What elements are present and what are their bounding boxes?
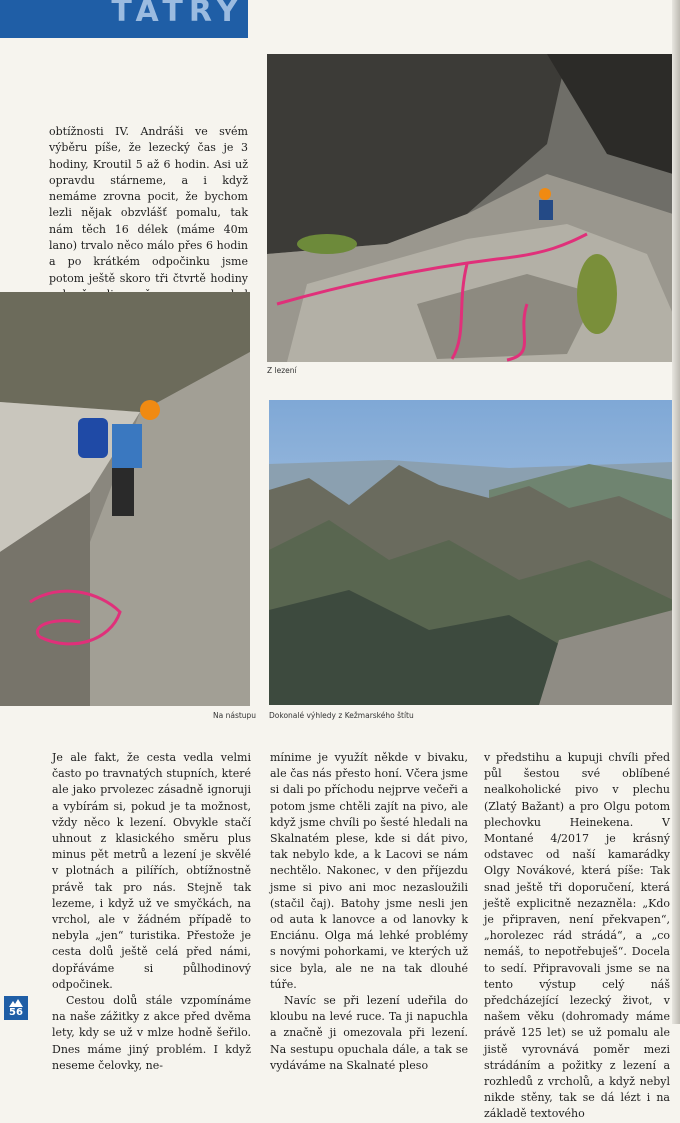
text-column-2: [270, 750, 468, 1074]
text-column-1: [52, 750, 251, 1074]
book-spine-shadow: [672, 0, 680, 1024]
caption-left: Na nástupu: [213, 711, 257, 720]
photo-climbing-slabs: [267, 54, 673, 362]
column2-paragraph-1: mínime je využít někde v bivaku, ale čas nás přesto honí. Včera jsme si dali po příchodu nejprve večeři a potom jsme chtěli zajít na pivo, ale když jsme chvíli po šesté hledali na Skalnatém plese, kde si dát pivo, tak nebylo kde, a k Lacovi se nám nechtělo. Nakonec, v den příjezdu jsme si pivo ani moc nezasloužili (stačil čaj). Batohy jsme nesli jen od auta k lanovce a od lanovky k Enciánu. Olga má lehké problémy s novými pohorkami, ve kterých už sice byla, ale ne na tak dlouhé túře.: [270, 751, 468, 991]
column3-paragraph-1: v předstihu a kupuji chvíli před půl šestou své oblíbené nealkoholické pivo v plechu (Zlatý Bažant) a pro Olgu potom plechovku Heinekena. V Montané 4/2017 je krásný odstavec od naší kamarádky Olgy Novákové, která píše: Tak snad ještě tři doporučení, která ještě explicitně nezazněla: „Kdo je připraven, není překvapen“, „horolezec rád strádá“, a „co nemáš, to nepotřebuješ“. Docela to sedí. Připravovali jsme se na tento výstup celý náš předcházející lezecký život, v našem věku (dohromady máme právě 125 let) se už pomalu ale jistě vyrovnává poměr mezi strádáním a požitky z lezení a rozhledů z vrcholů, a když nebyl nikde stěny, tak se dá lézt i na základě textového: [484, 751, 670, 1121]
mountain-icon: [9, 999, 23, 1007]
photo-mountain-views: [269, 400, 673, 705]
section-header-band: [0, 0, 248, 38]
page-number-badge: [4, 996, 28, 1020]
page-number: 56: [9, 1007, 23, 1018]
caption-top-right: Z lezení: [267, 366, 297, 375]
photo-at-start: [0, 292, 250, 706]
column1-paragraph-2: Cestou dolů stále vzpomínáme na naše zážitky z akce před dvěma lety, kdy se už v mlze hodně šeřilo. Dnes máme jiný problém. I když neseme čelovky, ne-: [52, 994, 251, 1072]
caption-middle-right: Dokonalé výhledy z Kežmarského štítu: [269, 711, 414, 720]
text-column-3: [484, 750, 670, 1123]
column2-paragraph-2: Navíc se při lezení udeřila do kloubu na levé ruce. Ta ji napuchla a značně ji omezovala při lezení. Na sestupu opuchala dále, a tak se vydáváme na Skalnaté pleso: [270, 994, 468, 1072]
column1-paragraph-1: Je ale fakt, že cesta vedla velmi často po travnatých stupních, které ale jako prvolezec zásadně ignoruji a vybírám si, pokud je ta možnost, vždy něco k lezení. Obvykle stačí uhnout z klasického směru plus minus pět metrů a lezení je skvělé v plotnách a pilířích, obtížnostně právě tak pro nás. Stejně tak lezeme, i když už ve smyčkách, na vrchol, ale v žádném případě to nebyla „jen“ turistika. Přestože je cesta dolů ještě celá před námi, dopřáváme si půlhodinový odpočinek.: [52, 751, 251, 991]
section-title: TATRY: [111, 0, 244, 29]
intro-paragraph: obtížnosti IV. Andráši ve svém výběru píše, že lezecký čas je 3 hodiny, Kroutil 5 až 6 hodin. Asi už opravdu stárneme, a i když nemáme zrovna pocit, že bychom lezli nějak obzvlášť pomalu, tak nám těch 16 délek (máme 40m lano) trvalo něco málo přes 6 hodin a po krátkém odpočinku jsme potom ještě skoro tři čtvrtě hodiny: [49, 125, 248, 285]
